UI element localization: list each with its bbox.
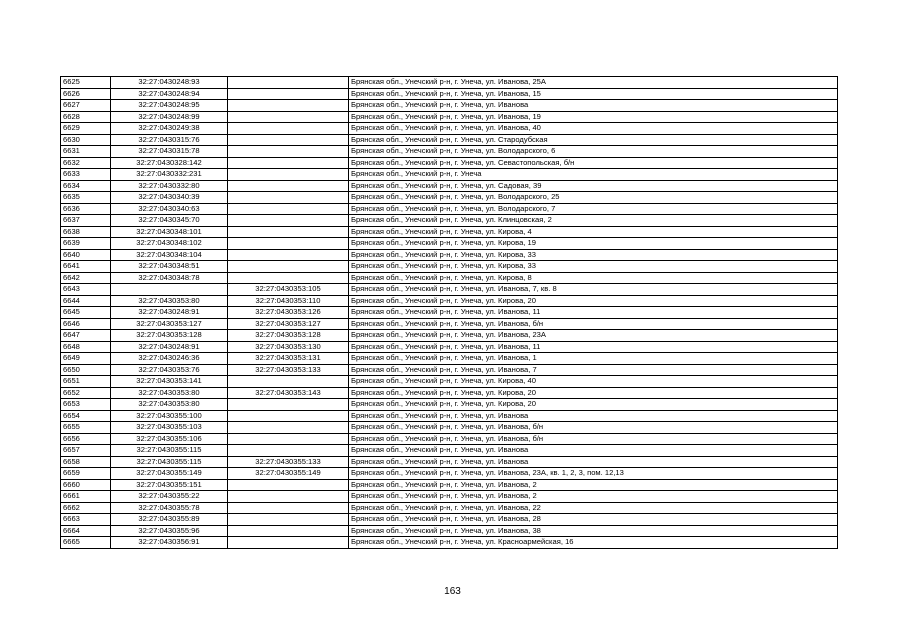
row-number-cell: 6656 (61, 433, 111, 445)
table-row (61, 169, 838, 181)
related-cadastral-number-cell (228, 77, 349, 89)
registry-table (60, 76, 838, 549)
row-number-cell: 6661 (61, 491, 111, 503)
address-cell: Брянская обл., Унечский р-н, г. Унеча, ул. Кирова, 33 (349, 261, 838, 273)
row-number-cell: 6642 (61, 272, 111, 284)
cadastral-number-cell (111, 284, 228, 296)
row-number-cell: 6651 (61, 376, 111, 388)
address-cell: Брянская обл., Унечский р-н, г. Унеча, ул. Иванова, 23А, кв. 1, 2, 3, пом. 12,13 (349, 468, 838, 480)
related-cadastral-number-cell: 32:27:0430353:127 (228, 318, 349, 330)
table-row (61, 134, 838, 146)
related-cadastral-number-cell (228, 399, 349, 411)
row-number-cell: 6640 (61, 249, 111, 261)
row-number-cell: 6655 (61, 422, 111, 434)
related-cadastral-number-cell (228, 146, 349, 158)
related-cadastral-number-cell (228, 491, 349, 503)
address-cell: Брянская обл., Унечский р-н, г. Унеча, ул. Володарского, 25 (349, 192, 838, 204)
related-cadastral-number-cell (228, 514, 349, 526)
related-cadastral-number-cell (228, 180, 349, 192)
address-cell: Брянская обл., Унечский р-н, г. Унеча, ул. Иванова (349, 410, 838, 422)
table-row (61, 111, 838, 123)
table-row (61, 491, 838, 503)
cadastral-number-cell: 32:27:0430248:91 (111, 307, 228, 319)
table-row (61, 422, 838, 434)
cadastral-number-cell: 32:27:0430355:100 (111, 410, 228, 422)
address-cell: Брянская обл., Унечский р-н, г. Унеча, ул. Садовая, 39 (349, 180, 838, 192)
table-row (61, 238, 838, 250)
address-cell: Брянская обл., Унечский р-н, г. Унеча, ул. Иванова (349, 456, 838, 468)
row-number-cell: 6632 (61, 157, 111, 169)
cadastral-number-cell: 32:27:0430348:51 (111, 261, 228, 273)
row-number-cell: 6638 (61, 226, 111, 238)
table-row (61, 433, 838, 445)
row-number-cell: 6659 (61, 468, 111, 480)
row-number-cell: 6630 (61, 134, 111, 146)
table-row (61, 215, 838, 227)
cadastral-number-cell: 32:27:0430355:96 (111, 525, 228, 537)
row-number-cell: 6644 (61, 295, 111, 307)
related-cadastral-number-cell: 32:27:0430355:149 (228, 468, 349, 480)
table-row (61, 525, 838, 537)
row-number-cell: 6647 (61, 330, 111, 342)
address-cell: Брянская обл., Унечский р-н, г. Унеча, ул. Кирова, 20 (349, 295, 838, 307)
row-number-cell: 6634 (61, 180, 111, 192)
cadastral-number-cell: 32:27:0430353:128 (111, 330, 228, 342)
related-cadastral-number-cell (228, 134, 349, 146)
cadastral-number-cell: 32:27:0430340:63 (111, 203, 228, 215)
address-cell: Брянская обл., Унечский р-н, г. Унеча, ул. Иванова, 15 (349, 88, 838, 100)
row-number-cell: 6641 (61, 261, 111, 273)
related-cadastral-number-cell (228, 410, 349, 422)
table-row (61, 387, 838, 399)
row-number-cell: 6665 (61, 537, 111, 549)
row-number-cell: 6663 (61, 514, 111, 526)
cadastral-number-cell: 32:27:0430248:99 (111, 111, 228, 123)
row-number-cell: 6626 (61, 88, 111, 100)
address-cell: Брянская обл., Унечский р-н, г. Унеча, ул. Кирова, 19 (349, 238, 838, 250)
cadastral-number-cell: 32:27:0430355:106 (111, 433, 228, 445)
table-row (61, 249, 838, 261)
table-row (61, 330, 838, 342)
row-number-cell: 6652 (61, 387, 111, 399)
related-cadastral-number-cell (228, 272, 349, 284)
address-cell: Брянская обл., Унечский р-н, г. Унеча, ул. Иванова, 11 (349, 341, 838, 353)
row-number-cell: 6628 (61, 111, 111, 123)
table-row (61, 295, 838, 307)
cadastral-number-cell: 32:27:0430332:80 (111, 180, 228, 192)
cadastral-number-cell: 32:27:0430249:38 (111, 123, 228, 135)
table-row (61, 284, 838, 296)
cadastral-number-cell: 32:27:0430353:127 (111, 318, 228, 330)
row-number-cell: 6654 (61, 410, 111, 422)
related-cadastral-number-cell (228, 249, 349, 261)
table-row (61, 410, 838, 422)
cadastral-number-cell: 32:27:0430315:76 (111, 134, 228, 146)
row-number-cell: 6625 (61, 77, 111, 89)
address-cell: Брянская обл., Унечский р-н, г. Унеча, ул. Иванова, 7, кв. 8 (349, 284, 838, 296)
address-cell: Брянская обл., Унечский р-н, г. Унеча, ул. Иванова, 2 (349, 491, 838, 503)
cadastral-number-cell: 32:27:0430355:149 (111, 468, 228, 480)
related-cadastral-number-cell (228, 100, 349, 112)
related-cadastral-number-cell: 32:27:0430353:130 (228, 341, 349, 353)
table-row (61, 479, 838, 491)
address-cell: Брянская обл., Унечский р-н, г. Унеча, ул. Иванова, 2 (349, 479, 838, 491)
related-cadastral-number-cell (228, 376, 349, 388)
row-number-cell: 6635 (61, 192, 111, 204)
related-cadastral-number-cell: 32:27:0430353:131 (228, 353, 349, 365)
row-number-cell: 6629 (61, 123, 111, 135)
cadastral-number-cell: 32:27:0430355:89 (111, 514, 228, 526)
related-cadastral-number-cell (228, 192, 349, 204)
address-cell: Брянская обл., Унечский р-н, г. Унеча, ул. Кирова, 20 (349, 387, 838, 399)
registry-table-body (61, 77, 838, 549)
address-cell: Брянская обл., Унечский р-н, г. Унеча, ул. Иванова (349, 445, 838, 457)
row-number-cell: 6658 (61, 456, 111, 468)
row-number-cell: 6648 (61, 341, 111, 353)
related-cadastral-number-cell (228, 479, 349, 491)
address-cell: Брянская обл., Унечский р-н, г. Унеча, ул. Иванова, 28 (349, 514, 838, 526)
related-cadastral-number-cell (228, 157, 349, 169)
row-number-cell: 6653 (61, 399, 111, 411)
address-cell: Брянская обл., Унечский р-н, г. Унеча (349, 169, 838, 181)
cadastral-number-cell: 32:27:0430348:78 (111, 272, 228, 284)
cadastral-number-cell: 32:27:0430348:101 (111, 226, 228, 238)
table-row (61, 353, 838, 365)
table-row (61, 88, 838, 100)
related-cadastral-number-cell: 32:27:0430353:133 (228, 364, 349, 376)
related-cadastral-number-cell (228, 226, 349, 238)
cadastral-number-cell: 32:27:0430355:78 (111, 502, 228, 514)
cadastral-number-cell: 32:27:0430248:94 (111, 88, 228, 100)
table-row (61, 180, 838, 192)
cadastral-number-cell: 32:27:0430355:115 (111, 456, 228, 468)
address-cell: Брянская обл., Унечский р-н, г. Унеча, ул. Иванова, 40 (349, 123, 838, 135)
cadastral-number-cell: 32:27:0430345:70 (111, 215, 228, 227)
page-number: 163 (444, 586, 461, 597)
row-number-cell: 6646 (61, 318, 111, 330)
cadastral-number-cell: 32:27:0430355:151 (111, 479, 228, 491)
table-row (61, 445, 838, 457)
table-row (61, 318, 838, 330)
related-cadastral-number-cell (228, 203, 349, 215)
cadastral-number-cell: 32:27:0430340:39 (111, 192, 228, 204)
address-cell: Брянская обл., Унечский р-н, г. Унеча, ул. Красноармейская, 16 (349, 537, 838, 549)
related-cadastral-number-cell (228, 238, 349, 250)
row-number-cell: 6657 (61, 445, 111, 457)
table-row (61, 77, 838, 89)
table-row (61, 456, 838, 468)
cadastral-number-cell: 32:27:0430353:80 (111, 387, 228, 399)
cadastral-number-cell: 32:27:0430355:22 (111, 491, 228, 503)
related-cadastral-number-cell (228, 537, 349, 549)
table-row (61, 203, 838, 215)
related-cadastral-number-cell (228, 422, 349, 434)
table-row (61, 364, 838, 376)
address-cell: Брянская обл., Унечский р-н, г. Унеча, ул. Иванова (349, 100, 838, 112)
related-cadastral-number-cell: 32:27:0430353:128 (228, 330, 349, 342)
address-cell: Брянская обл., Унечский р-н, г. Унеча, ул. Севастопольская, б/н (349, 157, 838, 169)
address-cell: Брянская обл., Унечский р-н, г. Унеча, ул. Иванова, 25А (349, 77, 838, 89)
cadastral-number-cell: 32:27:0430328:142 (111, 157, 228, 169)
row-number-cell: 6636 (61, 203, 111, 215)
related-cadastral-number-cell (228, 445, 349, 457)
table-row (61, 399, 838, 411)
row-number-cell: 6637 (61, 215, 111, 227)
row-number-cell: 6660 (61, 479, 111, 491)
table-row (61, 272, 838, 284)
address-cell: Брянская обл., Унечский р-н, г. Унеча, ул. Кирова, 40 (349, 376, 838, 388)
cadastral-number-cell: 32:27:0430248:93 (111, 77, 228, 89)
cadastral-number-cell: 32:27:0430355:103 (111, 422, 228, 434)
address-cell: Брянская обл., Унечский р-н, г. Унеча, ул. Иванова, 19 (349, 111, 838, 123)
address-cell: Брянская обл., Унечский р-н, г. Унеча, ул. Иванова, б/н (349, 433, 838, 445)
address-cell: Брянская обл., Унечский р-н, г. Унеча, ул. Иванова, 23А (349, 330, 838, 342)
table-row (61, 376, 838, 388)
row-number-cell: 6639 (61, 238, 111, 250)
cadastral-number-cell: 32:27:0430353:141 (111, 376, 228, 388)
row-number-cell: 6645 (61, 307, 111, 319)
related-cadastral-number-cell: 32:27:0430353:105 (228, 284, 349, 296)
address-cell: Брянская обл., Унечский р-н, г. Унеча, ул. Иванова, 38 (349, 525, 838, 537)
table-row (61, 100, 838, 112)
cadastral-number-cell: 32:27:0430353:80 (111, 295, 228, 307)
related-cadastral-number-cell (228, 88, 349, 100)
table-row (61, 123, 838, 135)
address-cell: Брянская обл., Унечский р-н, г. Унеча, ул. Володарского, 6 (349, 146, 838, 158)
row-number-cell: 6664 (61, 525, 111, 537)
cadastral-number-cell: 32:27:0430353:80 (111, 399, 228, 411)
address-cell: Брянская обл., Унечский р-н, г. Унеча, ул. Стародубская (349, 134, 838, 146)
address-cell: Брянская обл., Унечский р-н, г. Унеча, ул. Иванова, 22 (349, 502, 838, 514)
address-cell: Брянская обл., Унечский р-н, г. Унеча, ул. Иванова, б/н (349, 422, 838, 434)
cadastral-number-cell: 32:27:0430246:36 (111, 353, 228, 365)
table-row (61, 146, 838, 158)
related-cadastral-number-cell (228, 215, 349, 227)
table-row (61, 192, 838, 204)
address-cell: Брянская обл., Унечский р-н, г. Унеча, ул. Кирова, 33 (349, 249, 838, 261)
related-cadastral-number-cell (228, 123, 349, 135)
address-cell: Брянская обл., Унечский р-н, г. Унеча, ул. Иванова, 1 (349, 353, 838, 365)
row-number-cell: 6643 (61, 284, 111, 296)
related-cadastral-number-cell (228, 169, 349, 181)
row-number-cell: 6649 (61, 353, 111, 365)
row-number-cell: 6662 (61, 502, 111, 514)
address-cell: Брянская обл., Унечский р-н, г. Унеча, ул. Иванова, 11 (349, 307, 838, 319)
related-cadastral-number-cell: 32:27:0430355:133 (228, 456, 349, 468)
table-row (61, 261, 838, 273)
row-number-cell: 6627 (61, 100, 111, 112)
cadastral-number-cell: 32:27:0430356:91 (111, 537, 228, 549)
table-row (61, 502, 838, 514)
cadastral-number-cell: 32:27:0430332:231 (111, 169, 228, 181)
address-cell: Брянская обл., Унечский р-н, г. Унеча, ул. Кирова, 20 (349, 399, 838, 411)
address-cell: Брянская обл., Унечский р-н, г. Унеча, ул. Клинцовская, 2 (349, 215, 838, 227)
address-cell: Брянская обл., Унечский р-н, г. Унеча, ул. Иванова, 7 (349, 364, 838, 376)
cadastral-number-cell: 32:27:0430248:95 (111, 100, 228, 112)
table-row (61, 157, 838, 169)
cadastral-number-cell: 32:27:0430248:91 (111, 341, 228, 353)
related-cadastral-number-cell: 32:27:0430353:110 (228, 295, 349, 307)
related-cadastral-number-cell (228, 111, 349, 123)
related-cadastral-number-cell: 32:27:0430353:143 (228, 387, 349, 399)
cadastral-number-cell: 32:27:0430355:115 (111, 445, 228, 457)
related-cadastral-number-cell (228, 525, 349, 537)
table-row (61, 226, 838, 238)
row-number-cell: 6650 (61, 364, 111, 376)
address-cell: Брянская обл., Унечский р-н, г. Унеча, ул. Володарского, 7 (349, 203, 838, 215)
table-row (61, 514, 838, 526)
address-cell: Брянская обл., Унечский р-н, г. Унеча, ул. Кирова, 4 (349, 226, 838, 238)
table-row (61, 537, 838, 549)
related-cadastral-number-cell: 32:27:0430353:126 (228, 307, 349, 319)
related-cadastral-number-cell (228, 433, 349, 445)
row-number-cell: 6631 (61, 146, 111, 158)
cadastral-number-cell: 32:27:0430348:102 (111, 238, 228, 250)
row-number-cell: 6633 (61, 169, 111, 181)
address-cell: Брянская обл., Унечский р-н, г. Унеча, ул. Кирова, 8 (349, 272, 838, 284)
table-row (61, 341, 838, 353)
table-row (61, 307, 838, 319)
related-cadastral-number-cell (228, 261, 349, 273)
related-cadastral-number-cell (228, 502, 349, 514)
address-cell: Брянская обл., Унечский р-н, г. Унеча, ул. Иванова, б/н (349, 318, 838, 330)
cadastral-number-cell: 32:27:0430315:78 (111, 146, 228, 158)
table-row (61, 468, 838, 480)
cadastral-number-cell: 32:27:0430353:76 (111, 364, 228, 376)
cadastral-number-cell: 32:27:0430348:104 (111, 249, 228, 261)
